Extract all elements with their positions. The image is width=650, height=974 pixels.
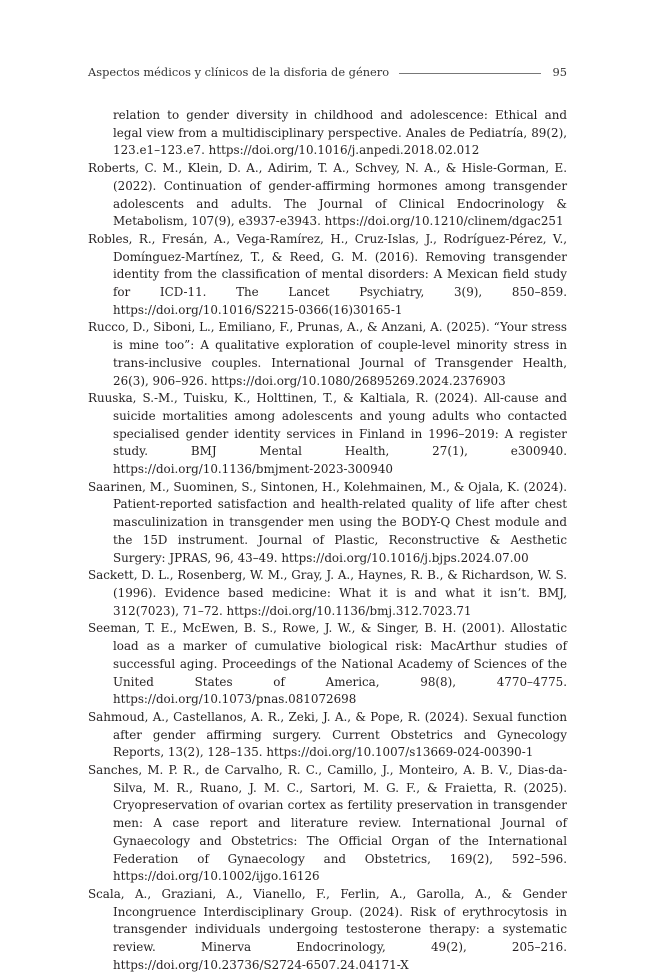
reference-entry: Robles, R., Fresán, A., Vega-Ramírez, H., Cruz-Islas, J., Rodríguez-Pérez, V., Domínguez-Martínez, T., & Reed, G. M. (2016). Removing transgender identity from the classification of mental disorders: A Mexican field study for ICD-11. The Lancet Psychiatry, 3(9), 850–859. https://doi.org/10.1016/S2215-0366(16)30165-1	[88, 231, 567, 317]
reference-entry: Saarinen, M., Suominen, S., Sintonen, H., Kolehmainen, M., & Ojala, K. (2024). Patient-reported satisfaction and health-related quality of life after chest masculinization in transgender men using the BODY-Q Chest module and the 15D instrument. Journal of Plastic, Reconstructive & Aesthetic Surgery: JPRAS, 96, 43–49. https://doi.org/10.1016/j.bjps.2024.07.00	[88, 479, 567, 565]
reference-entry: Scala, A., Graziani, A., Vianello, F., Ferlin, A., Garolla, A., & Gender Incongruence Interdisciplinary Group. (2024). Risk of erythrocytosis in transgender individuals undergoing testosterone therapy: a systematic review. Minerva Endocrinology, 49(2), 205–216. https://doi.org/10.23736/S2724-6507.24.04171-X	[88, 886, 567, 972]
page-number: 95	[552, 65, 567, 79]
running-header	[88, 64, 567, 80]
reference-entry: Seeman, T. E., McEwen, B. S., Rowe, J. W., & Singer, B. H. (2001). Allostatic load as a marker of cumulative biological risk: MacArthur studies of successful aging. Proceedings of the National Academy of Sciences of the United States of America, 98(8), 4770–4775. https://doi.org/10.1073/pnas.081072698	[88, 621, 567, 707]
header-rule	[399, 73, 540, 74]
reference-entry: Sackett, D. L., Rosenberg, W. M., Gray, J. A., Haynes, R. B., & Richardson, W. S. (1996). Evidence based medicine: What it is and what it isn’t. BMJ, 312(7023), 71–72. https://doi.org/10.1136/bmj.312.7023.71	[88, 568, 567, 618]
reference-entry: Ruuska, S.-M., Tuisku, K., Holttinen, T., & Kaltiala, R. (2024). All-cause and suicide mortalities among adolescents and young adults who contacted specialised gender identity services in Finland in 1996–2019: A register study. BMJ Mental Health, 27(1), e300940. https://doi.org/10.1136/bmjment-2023-300940	[88, 391, 567, 477]
running-header-title: Aspectos médicos y clínicos de la disforia de género	[88, 65, 390, 79]
reference-entry: Sahmoud, A., Castellanos, A. R., Zeki, J. A., & Pope, R. (2024). Sexual function after gender affirming surgery. Current Obstetrics and Gynecology Reports, 13(2), 128–135. https://doi.org/10.1007/s13669-024-00390-1	[88, 709, 567, 760]
reference-entry: Roberts, C. M., Klein, D. A., Adirim, T. A., Schvey, N. A., & Hisle-Gorman, E. (2022). Continuation of gender-affirming hormones among transgender adolescents and adults. The Journal of Clinical Endocrinology & Metabolism, 107(9), e3937-e3943. https://doi.org/10.1210/clinem/dgac251	[88, 161, 567, 229]
reference-entry-continued: relation to gender diversity in childhood and adolescence: Ethical and legal view from a multidisciplinary perspective. Anales de Pediatría, 89(2), 123.e1–123.e7. https://doi.org/10.1016/j.anpedi.2018.02.012	[113, 108, 567, 158]
reference-list	[88, 107, 567, 974]
reference-entry: Rucco, D., Siboni, L., Emiliano, F., Prunas, A., & Anzani, A. (2025). “Your stress is mine too”: A qualitative exploration of couple-level minority stress in trans-inclusive couples. International Journal of Transgender Health, 26(3), 906–926. https://doi.org/10.1080/26895269.2024.2376903	[88, 320, 567, 388]
reference-entry: Sanches, M. P. R., de Carvalho, R. C., Camillo, J., Monteiro, A. B. V., Dias-da-Silva, M. R., Ruano, J. M. C., Sartori, M. G. F., & Fraietta, R. (2025). Cryopreservation of ovarian cortex as fertility preservation in transgender men: A case report and literature review. International Journal of Gynaecology and Obstetrics: The Official Organ of the International Federation of Gynaecology and Obstetrics, 169(2), 592–596. https://doi.org/10.1002/ijgo.16126	[88, 763, 567, 884]
